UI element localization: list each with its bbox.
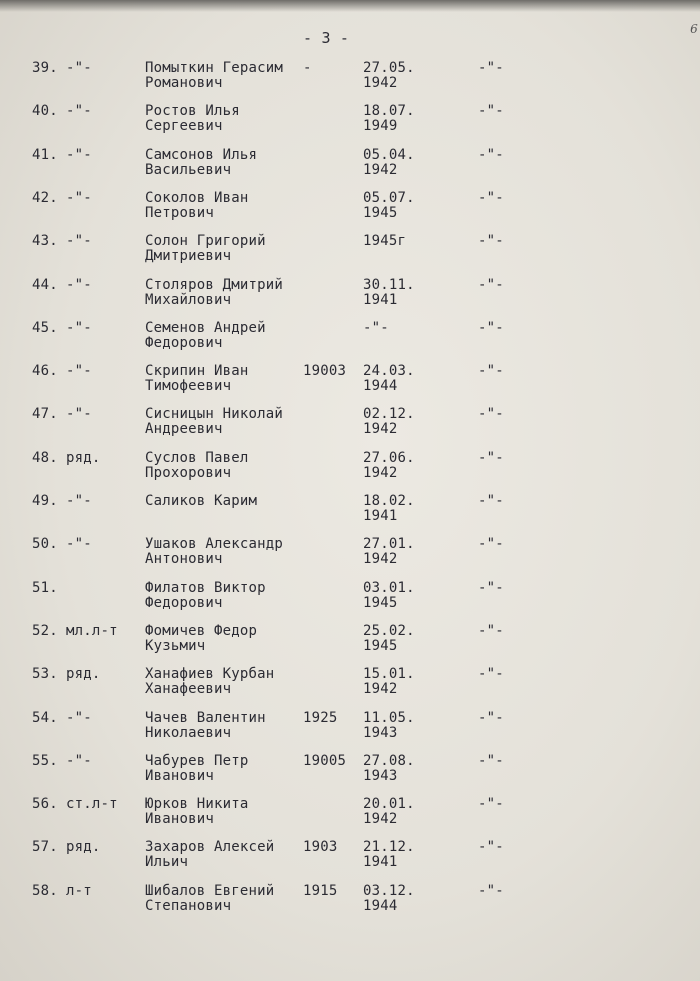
record-number: [32, 624, 58, 639]
record-row: [0, 667, 700, 699]
record-number: [32, 840, 58, 855]
record-date: [363, 148, 415, 178]
record-row: [0, 451, 700, 483]
record-number-text: 50.: [32, 536, 58, 552]
record-note-text: -"-: [478, 796, 504, 812]
record-number: [32, 407, 58, 422]
record-note: [478, 537, 504, 552]
record-patronymic: Иванович: [145, 768, 215, 784]
record-name: [145, 407, 283, 437]
record-birth-year: [303, 364, 346, 379]
record-date: [363, 494, 415, 524]
record-number-text: 45.: [32, 320, 58, 336]
record-number-text: 44.: [32, 277, 58, 293]
record-note-text: -"-: [478, 623, 504, 639]
record-date-year: 1942: [363, 162, 398, 178]
record-number-text: 58.: [32, 883, 58, 899]
record-number-text: 53.: [32, 666, 58, 682]
record-date-daymonth: 30.11.: [363, 277, 415, 293]
record-number-text: 40.: [32, 103, 58, 119]
record-surname-given: Ростов Илья: [145, 103, 240, 119]
record-note: [478, 494, 504, 509]
record-rank-text: мл.л-т: [66, 623, 118, 639]
record-date: [363, 711, 415, 741]
record-date-daymonth: 05.04.: [363, 147, 415, 163]
record-note: [478, 624, 504, 639]
record-patronymic: Степанович: [145, 898, 232, 914]
record-date: [363, 667, 415, 697]
record-note-text: -"-: [478, 190, 504, 206]
record-rank-text: -"-: [66, 147, 92, 163]
record-date: [363, 321, 389, 336]
record-rank: [66, 321, 92, 336]
record-rank-text: -"-: [66, 190, 92, 206]
record-name: [145, 494, 257, 509]
record-date-daymonth: 05.07.: [363, 190, 415, 206]
record-note: [478, 754, 504, 769]
record-date-daymonth: -"-: [363, 320, 389, 336]
record-patronymic: Тимофеевич: [145, 378, 232, 394]
record-date-year: 1941: [363, 854, 398, 870]
record-note: [478, 840, 504, 855]
record-date-year: 1942: [363, 75, 398, 91]
record-note: [478, 321, 504, 336]
record-number-text: 51.: [32, 580, 58, 596]
record-number: [32, 61, 58, 76]
record-date-year: 1941: [363, 292, 398, 308]
record-date-year: 1943: [363, 768, 398, 784]
record-note: [478, 407, 504, 422]
record-date-year: 1941: [363, 508, 398, 524]
record-date-year: 1942: [363, 681, 398, 697]
record-rank: [66, 884, 92, 899]
record-rank: [66, 537, 92, 552]
record-row: [0, 278, 700, 310]
record-surname-given: Помыткин Герасим: [145, 60, 284, 76]
record-patronymic: Кузьмич: [145, 638, 206, 654]
record-row: [0, 797, 700, 829]
record-note-text: -"-: [478, 277, 504, 293]
record-rank-text: ряд.: [66, 666, 101, 682]
scan-top-edge: [0, 0, 700, 12]
record-date: [363, 624, 415, 654]
record-note: [478, 191, 504, 206]
record-rank-text: -"-: [66, 60, 92, 76]
record-date-year: 1944: [363, 378, 398, 394]
record-number: [32, 884, 58, 899]
record-note: [478, 581, 504, 596]
record-number: [32, 234, 58, 249]
record-date-daymonth: 27.06.: [363, 450, 415, 466]
record-rank-text: -"-: [66, 103, 92, 119]
record-birth-year: [303, 754, 346, 769]
record-number-text: 49.: [32, 493, 58, 509]
record-surname-given: Ханафиев Курбан: [145, 666, 275, 682]
record-name: [145, 711, 266, 741]
record-surname-given: Фомичев Федор: [145, 623, 258, 639]
record-row: [0, 364, 700, 396]
record-date: [363, 278, 415, 308]
record-row: [0, 234, 700, 266]
record-row: [0, 148, 700, 180]
record-note: [478, 364, 504, 379]
record-note: [478, 148, 504, 163]
record-date: [363, 451, 415, 481]
record-name: [145, 624, 257, 654]
record-note: [478, 278, 504, 293]
record-rank: [66, 278, 92, 293]
record-row: [0, 494, 700, 526]
record-date-daymonth: 02.12.: [363, 406, 415, 422]
record-note-text: -"-: [478, 493, 504, 509]
record-date: [363, 191, 415, 221]
record-number: [32, 191, 58, 206]
record-date-year: 1943: [363, 725, 398, 741]
record-date-daymonth: 18.02.: [363, 493, 415, 509]
record-name: [145, 191, 249, 221]
record-row: [0, 191, 700, 223]
record-number-text: 54.: [32, 710, 58, 726]
record-name: [145, 884, 274, 914]
record-date: [363, 234, 406, 249]
record-date: [363, 884, 415, 914]
record-surname-given: Захаров Алексей: [145, 839, 275, 855]
record-patronymic: Николаевич: [145, 725, 232, 741]
record-birth-year: [303, 840, 338, 855]
record-note: [478, 797, 504, 812]
record-patronymic: Романович: [145, 75, 223, 91]
record-patronymic: Дмитриевич: [145, 248, 232, 264]
record-date-year: 1942: [363, 421, 398, 437]
record-rank-text: -"-: [66, 233, 92, 249]
record-date-daymonth: 21.12.: [363, 839, 415, 855]
record-row: [0, 884, 700, 916]
record-birth-year: [303, 711, 338, 726]
record-note: [478, 61, 504, 76]
record-note-text: -"-: [478, 839, 504, 855]
record-note-text: -"-: [478, 320, 504, 336]
record-name: [145, 61, 283, 91]
record-row: [0, 711, 700, 743]
record-date-year: 1942: [363, 551, 398, 567]
record-row: [0, 840, 700, 872]
record-number-text: 42.: [32, 190, 58, 206]
record-date: [363, 840, 415, 870]
record-name: [145, 797, 249, 827]
record-number: [32, 581, 58, 596]
record-date-daymonth: 15.01.: [363, 666, 415, 682]
record-rank: [66, 754, 92, 769]
record-rank-text: ряд.: [66, 839, 101, 855]
record-note-text: -"-: [478, 406, 504, 422]
record-date: [363, 407, 415, 437]
record-note: [478, 451, 504, 466]
record-name: [145, 451, 249, 481]
record-birth-year: [303, 884, 338, 899]
record-note-text: -"-: [478, 710, 504, 726]
record-date-daymonth: 1945г: [363, 233, 407, 249]
record-rank: [66, 797, 118, 812]
record-note: [478, 104, 504, 119]
record-date-daymonth: 27.05.: [363, 60, 415, 76]
record-rank-text: л-т: [66, 883, 92, 899]
record-note-text: -"-: [478, 666, 504, 682]
record-number: [32, 321, 58, 336]
record-rank: [66, 407, 92, 422]
record-surname-given: Солон Григорий: [145, 233, 266, 249]
record-patronymic: Ханафеевич: [145, 681, 232, 697]
record-surname-given: Ушаков Александр: [145, 536, 284, 552]
record-note-text: -"-: [478, 233, 504, 249]
record-note: [478, 711, 504, 726]
record-name: [145, 364, 249, 394]
record-number-text: 52.: [32, 623, 58, 639]
record-date-year: 1945: [363, 638, 398, 654]
record-name: [145, 754, 249, 784]
record-name: [145, 148, 257, 178]
record-note: [478, 234, 504, 249]
record-note-text: -"-: [478, 536, 504, 552]
record-date: [363, 104, 415, 134]
record-rank-text: -"-: [66, 363, 92, 379]
record-birth-year: [303, 61, 312, 76]
record-name: [145, 581, 266, 611]
record-number: [32, 494, 58, 509]
record-patronymic: Иванович: [145, 811, 215, 827]
record-note-text: -"-: [478, 450, 504, 466]
record-patronymic: Васильевич: [145, 162, 232, 178]
record-surname-given: Шибалов Евгений: [145, 883, 275, 899]
record-date-daymonth: 18.07.: [363, 103, 415, 119]
record-date-daymonth: 03.01.: [363, 580, 415, 596]
record-note-text: -"-: [478, 753, 504, 769]
record-date-year: 1945: [363, 595, 398, 611]
record-rank: [66, 624, 118, 639]
record-name: [145, 278, 283, 308]
record-surname-given: Чачев Валентин: [145, 710, 266, 726]
record-surname-given: Филатов Виктор: [145, 580, 266, 596]
record-rank: [66, 104, 92, 119]
record-rank-text: -"-: [66, 753, 92, 769]
record-date-year: 1944: [363, 898, 398, 914]
record-date: [363, 797, 415, 827]
record-surname-given: Сисницын Николай: [145, 406, 284, 422]
record-name: [145, 104, 240, 134]
record-date: [363, 61, 415, 91]
record-birth-year-text: -: [303, 60, 312, 76]
record-rank: [66, 234, 92, 249]
record-rank: [66, 61, 92, 76]
record-rank: [66, 364, 92, 379]
record-row: [0, 581, 700, 613]
record-number: [32, 148, 58, 163]
record-row: [0, 624, 700, 656]
record-row: [0, 104, 700, 136]
record-name: [145, 321, 266, 351]
record-date-daymonth: 27.08.: [363, 753, 415, 769]
record-number-text: 43.: [32, 233, 58, 249]
record-number: [32, 364, 58, 379]
record-number-text: 46.: [32, 363, 58, 379]
record-patronymic: Прохорович: [145, 465, 232, 481]
record-number-text: 47.: [32, 406, 58, 422]
record-note-text: -"-: [478, 883, 504, 899]
record-date-year: 1945: [363, 205, 398, 221]
record-patronymic: Андреевич: [145, 421, 223, 437]
record-patronymic: Петрович: [145, 205, 215, 221]
record-rank-text: ряд.: [66, 450, 101, 466]
record-rank: [66, 711, 92, 726]
record-rank: [66, 191, 92, 206]
record-number-text: 55.: [32, 753, 58, 769]
record-number-text: 57.: [32, 839, 58, 855]
record-patronymic: Антонович: [145, 551, 223, 567]
record-birth-year-text: 1925: [303, 710, 338, 726]
record-patronymic: Федорович: [145, 335, 223, 351]
record-rank: [66, 840, 101, 855]
record-date-daymonth: 20.01.: [363, 796, 415, 812]
record-date: [363, 754, 415, 784]
record-birth-year-text: 19003: [303, 363, 347, 379]
record-number: [32, 278, 58, 293]
record-number: [32, 667, 58, 682]
record-patronymic: Федорович: [145, 595, 223, 611]
record-number: [32, 451, 58, 466]
record-surname-given: Семенов Андрей: [145, 320, 266, 336]
record-birth-year-text: 1903: [303, 839, 338, 855]
record-rank-text: -"-: [66, 277, 92, 293]
corner-mark: 6: [690, 22, 698, 36]
record-patronymic: Сергеевич: [145, 118, 223, 134]
record-date-daymonth: 11.05.: [363, 710, 415, 726]
record-note: [478, 667, 504, 682]
record-rank-text: -"-: [66, 536, 92, 552]
record-name: [145, 840, 274, 870]
record-date-daymonth: 25.02.: [363, 623, 415, 639]
record-row: [0, 537, 700, 569]
record-rank: [66, 451, 101, 466]
record-surname-given: Соколов Иван: [145, 190, 249, 206]
record-date-year: 1942: [363, 465, 398, 481]
record-note-text: -"-: [478, 103, 504, 119]
record-surname-given: Чабурев Петр: [145, 753, 249, 769]
record-surname-given: Юрков Никита: [145, 796, 249, 812]
record-patronymic: Ильич: [145, 854, 189, 870]
record-birth-year-text: 1915: [303, 883, 338, 899]
record-number: [32, 537, 58, 552]
record-note: [478, 884, 504, 899]
record-row: [0, 407, 700, 439]
record-rank: [66, 148, 92, 163]
record-name: [145, 667, 274, 697]
record-number-text: 39.: [32, 60, 58, 76]
record-note-text: -"-: [478, 147, 504, 163]
record-note-text: -"-: [478, 580, 504, 596]
record-date-year: 1942: [363, 811, 398, 827]
record-rank-text: -"-: [66, 493, 92, 509]
record-name: [145, 234, 266, 264]
record-surname-given: Столяров Дмитрий: [145, 277, 284, 293]
record-surname-given: Суслов Павел: [145, 450, 249, 466]
record-date-year: 1949: [363, 118, 398, 134]
record-rank: [66, 494, 92, 509]
record-number-text: 48.: [32, 450, 58, 466]
record-rank-text: -"-: [66, 406, 92, 422]
record-note-text: -"-: [478, 60, 504, 76]
record-row: [0, 321, 700, 353]
record-number: [32, 104, 58, 119]
record-date: [363, 537, 415, 567]
record-surname-given: Скрипин Иван: [145, 363, 249, 379]
record-date: [363, 581, 415, 611]
record-number: [32, 754, 58, 769]
record-row: [0, 61, 700, 93]
record-date-daymonth: 27.01.: [363, 536, 415, 552]
record-date-daymonth: 24.03.: [363, 363, 415, 379]
record-number-text: 56.: [32, 796, 58, 812]
record-date-daymonth: 03.12.: [363, 883, 415, 899]
record-surname-given: Саликов Карим: [145, 493, 258, 509]
record-name: [145, 537, 283, 567]
record-number: [32, 711, 58, 726]
page-number: - 3 -: [303, 29, 350, 47]
record-patronymic: Михайлович: [145, 292, 232, 308]
record-rank-text: -"-: [66, 710, 92, 726]
record-number: [32, 797, 58, 812]
record-birth-year-text: 19005: [303, 753, 347, 769]
record-number-text: 41.: [32, 147, 58, 163]
record-row: [0, 754, 700, 786]
record-rank-text: -"-: [66, 320, 92, 336]
record-surname-given: Самсонов Илья: [145, 147, 258, 163]
record-rank: [66, 667, 101, 682]
record-note-text: -"-: [478, 363, 504, 379]
record-date: [363, 364, 415, 394]
record-rank-text: ст.л-т: [66, 796, 118, 812]
